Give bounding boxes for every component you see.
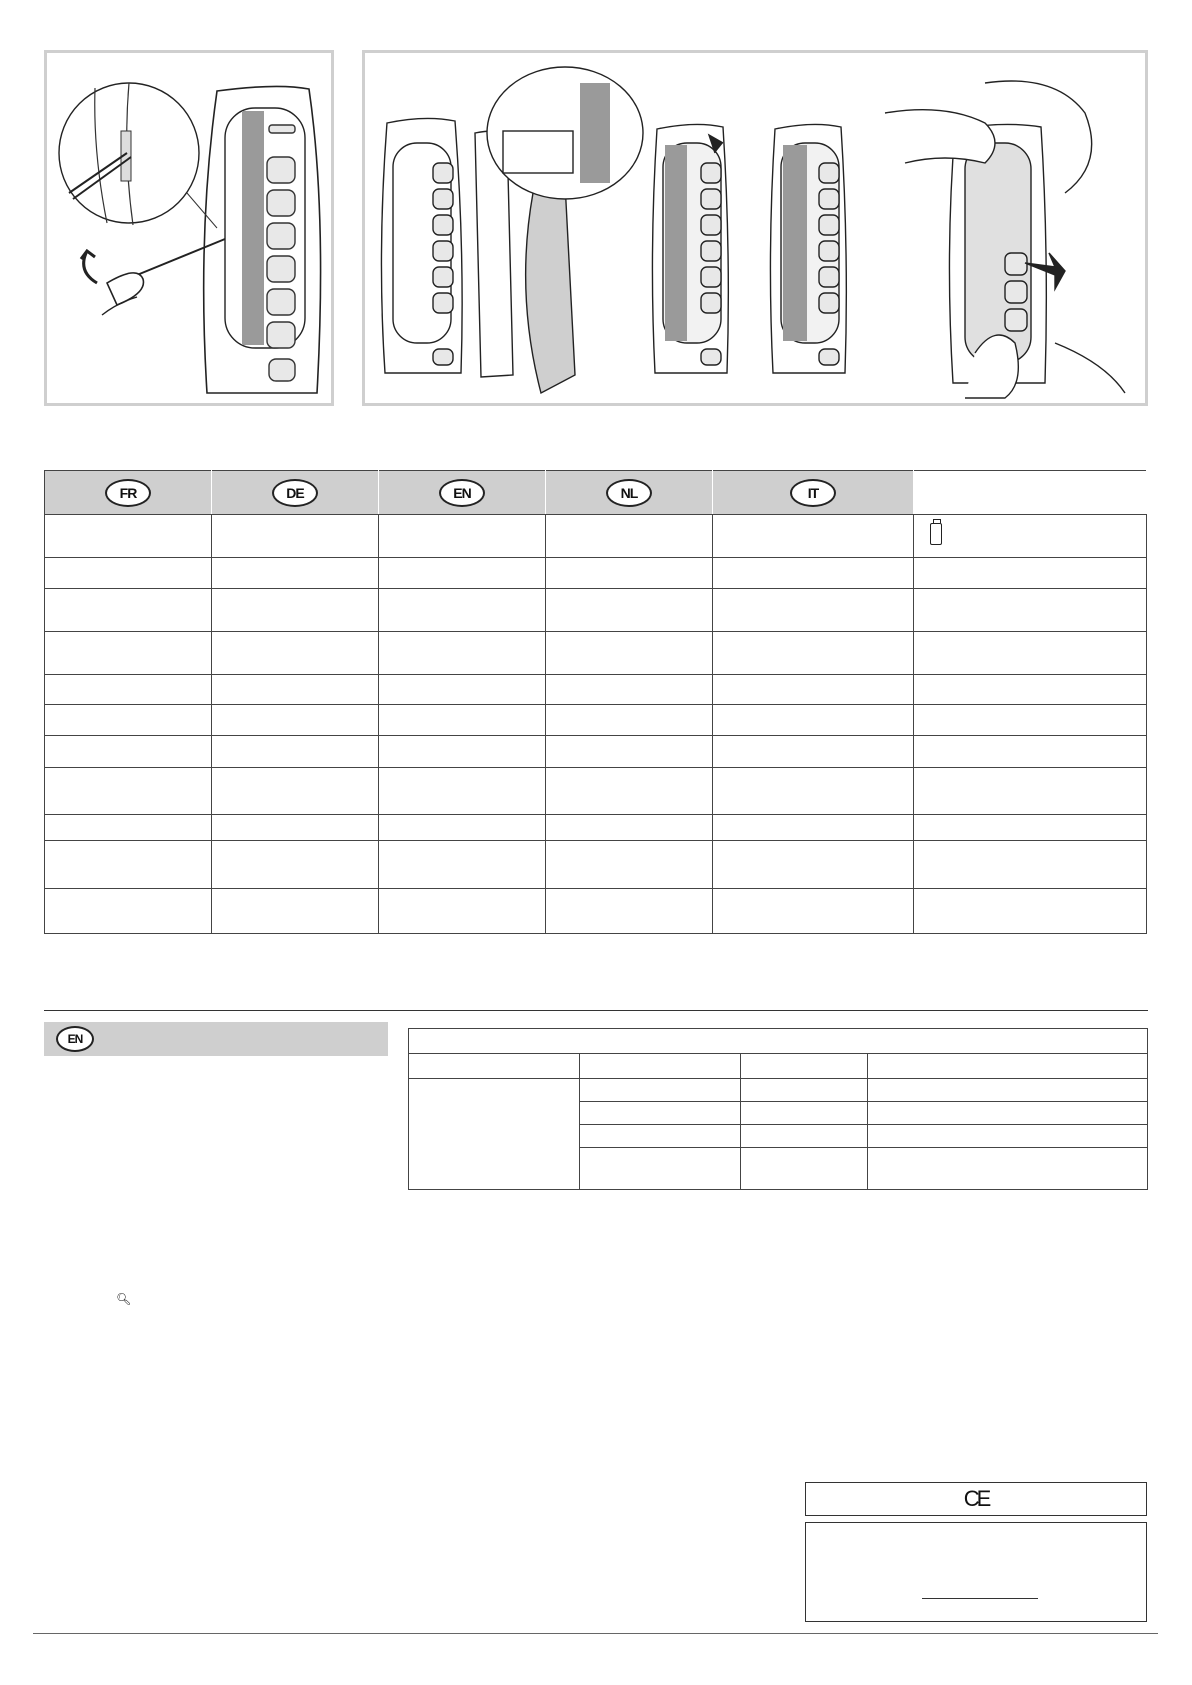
- table-row: [45, 588, 1147, 631]
- remote-label-illustration: [365, 53, 1145, 403]
- spec-table: [408, 1028, 1148, 1190]
- illustration-panel-replace-label: [362, 50, 1148, 406]
- section-divider: [44, 1010, 1148, 1011]
- lang-header-nl: [546, 471, 713, 515]
- lang-badge: EN: [439, 479, 485, 507]
- section-language-badge: EN: [56, 1026, 94, 1052]
- declaration-box: [805, 1522, 1147, 1622]
- lang-header-de: [212, 471, 379, 515]
- en-section-header: [44, 1022, 388, 1056]
- lang-badge: NL: [606, 479, 652, 507]
- lang-badge: FR: [105, 479, 151, 507]
- icon-column-header: [914, 471, 1147, 515]
- lang-badge: IT: [790, 479, 836, 507]
- lang-header-it: [713, 471, 914, 515]
- spec-title-row: [409, 1029, 1148, 1054]
- ce-mark-box: [805, 1482, 1147, 1516]
- battery-cell: [914, 515, 1147, 558]
- battery-icon: [930, 523, 942, 545]
- table-row: [409, 1079, 1148, 1102]
- declaration-link[interactable]: [922, 1598, 1038, 1599]
- table-row: [45, 888, 1147, 933]
- table-row: [45, 631, 1147, 674]
- table-row: [45, 674, 1147, 704]
- lang-header-en: [379, 471, 546, 515]
- footer-rule: [33, 1633, 1158, 1634]
- language-header-row: [45, 471, 1147, 515]
- table-row: [45, 736, 1147, 767]
- remote-screwdriver-illustration: [47, 53, 331, 403]
- lang-badge: DE: [272, 479, 318, 507]
- spec-header-row: [409, 1054, 1148, 1079]
- search-icon: 🔍︎: [116, 1292, 132, 1306]
- language-table: [44, 470, 1147, 934]
- table-row: [45, 515, 1147, 558]
- table-row: [45, 815, 1147, 841]
- ce-mark-icon: CE: [963, 1486, 989, 1511]
- table-row: [45, 841, 1147, 888]
- table-row: [45, 705, 1147, 736]
- table-row: [45, 558, 1147, 588]
- lang-header-fr: [45, 471, 212, 515]
- table-row: [45, 767, 1147, 814]
- illustration-panel-open-case: [44, 50, 334, 406]
